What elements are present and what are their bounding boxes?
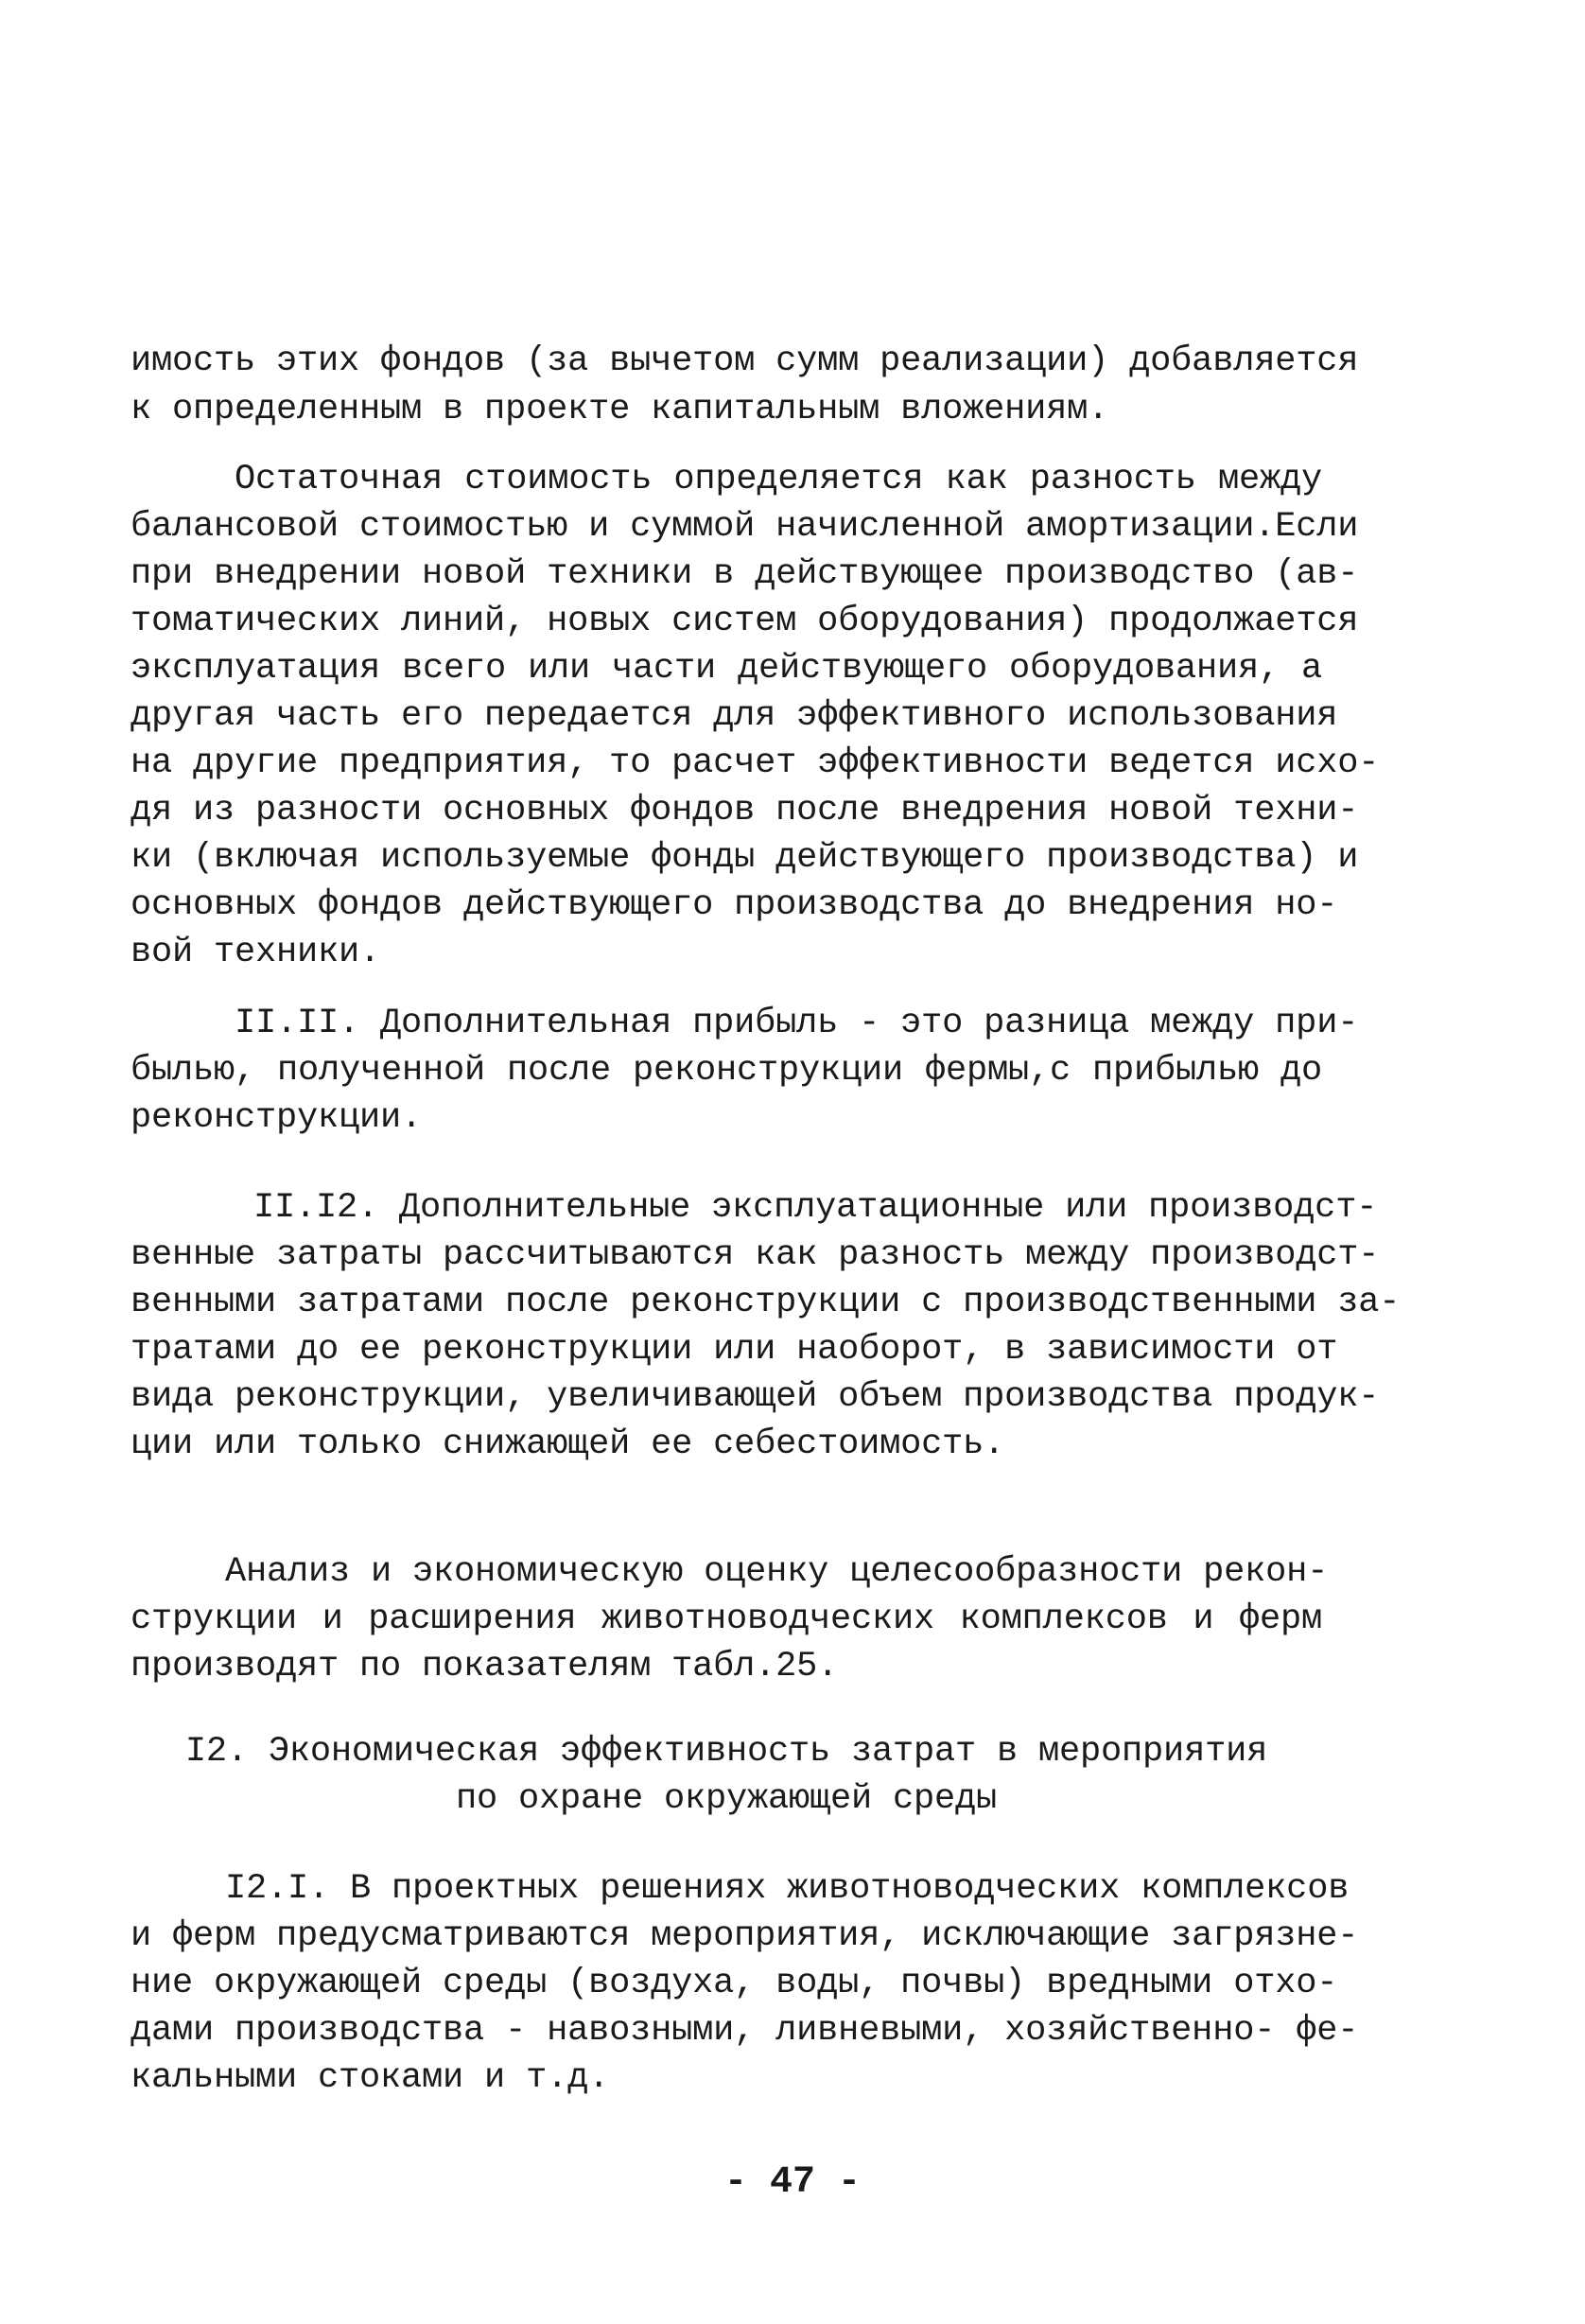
text-line: балансовой стоимостью и суммой начисленной амортизации.Если	[131, 507, 1359, 547]
page-number: - 47 -	[723, 2161, 862, 2204]
text-line: основных фондов действующего производства до внедрения но-	[131, 885, 1338, 925]
text-line: к определенным в проекте капитальным вложениям.	[131, 390, 1109, 429]
text-line: кальными стоками и т.д.	[131, 2058, 610, 2098]
text-line: Анализ и экономическую оценку целесообразности рекон-	[225, 1552, 1329, 1592]
text-line: имость этих фондов (за вычетом сумм реализации) добавляется	[131, 341, 1359, 381]
text-line: струкции и расширения животноводческих комплексов и ферм	[131, 1599, 1322, 1639]
text-line: венными затратами после реконструкции с производственными за-	[131, 1283, 1401, 1322]
text-line: II.II. Дополнительная прибыль - это разница между при-	[235, 1004, 1359, 1043]
text-line: при внедрении новой техники в действующее производство (ав-	[131, 554, 1359, 594]
text-line: реконструкции.	[131, 1098, 423, 1138]
text-line: Остаточная стоимость определяется как разность между	[235, 460, 1322, 499]
text-line: вида реконструкции, увеличивающей объем производства продук-	[131, 1377, 1380, 1417]
text-line: II.I2. Дополнительные эксплуатационные или производст-	[253, 1188, 1378, 1228]
text-line: венные затраты рассчитываются как разность между производст-	[131, 1235, 1380, 1275]
text-line: ки (включая используемые фонды действующего производства) и	[131, 838, 1359, 878]
section-heading: I2. Экономическая эффективность затрат в мероприятия	[184, 1732, 1268, 1772]
text-line: I2.I. В проектных решениях животноводческих комплексов	[225, 1869, 1350, 1909]
text-line: томатических линий, новых систем оборудования) продолжается	[131, 602, 1359, 641]
text-line: на другие предприятия, то расчет эффективности ведется исхо-	[131, 743, 1380, 783]
text-line: ции или только снижающей ее себестоимость.	[131, 1424, 1005, 1464]
text-line: былью, полученной после реконструкции фермы,с прибылью до	[131, 1051, 1322, 1091]
text-line: дя из разности основных фондов после внедрения новой техни-	[131, 791, 1359, 830]
text-line: вой техники.	[131, 933, 381, 972]
section-heading: по охране окружающей среды	[455, 1779, 998, 1819]
text-line: ние окружающей среды (воздуха, воды, почвы) вредными отхо-	[131, 1964, 1338, 2003]
text-line: и ферм предусматриваются мероприятия, исключающие загрязне-	[131, 1916, 1359, 1956]
text-line: эксплуатация всего или части действующего оборудования, а	[131, 649, 1322, 689]
text-line: другая часть его передается для эффективного использования	[131, 696, 1338, 736]
text-line: дами производства - навозными, ливневыми, хозяйственно- фе-	[131, 2011, 1359, 2051]
text-line: тратами до ее реконструкции или наоборот, в зависимости от	[131, 1330, 1338, 1370]
text-line: производят по показателям табл.25.	[131, 1647, 839, 1686]
